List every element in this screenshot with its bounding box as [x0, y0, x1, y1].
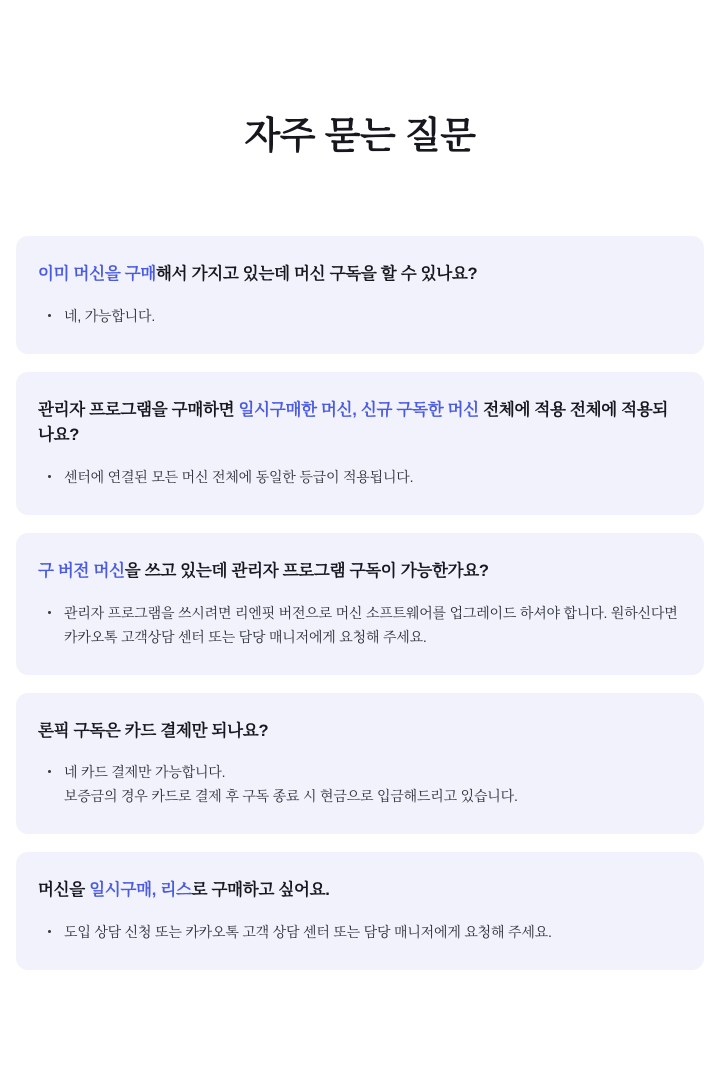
faq-answer-line: 네, 가능합니다. — [64, 307, 156, 324]
faq-list — [16, 236, 704, 1090]
faq-question-text: 해서 가지고 있는데 머신 구독을 할 수 있나요? — [156, 265, 478, 284]
faq-answer-item — [46, 920, 680, 944]
faq-answer-line: 관리자 프로그램을 쓰시려면 리엔핏 버전으로 머신 소프트웨어를 업그레이드 하셔야 합니다. 원하신다면 카카오톡 고객상담 센터 또는 담당 매니저에게 요청해 주세요. — [64, 604, 678, 645]
faq-answer-list — [38, 585, 680, 649]
faq-answer-list — [38, 288, 680, 328]
faq-question-highlight: 일시구매한 머신, 신규 구독한 머신 — [238, 400, 479, 419]
faq-question-highlight: 구 버전 머신 — [38, 561, 125, 580]
faq-answer-item — [46, 465, 680, 489]
faq-question-text: 머신을 — [38, 881, 90, 900]
faq-answer-item — [46, 601, 680, 649]
faq-question — [38, 559, 680, 585]
faq-answer-line: 보증금의 경우 카드로 결제 후 구독 종료 시 현금으로 입금해드리고 있습니다. — [64, 788, 518, 805]
faq-question — [38, 878, 680, 904]
faq-question-highlight: 이미 머신을 구매 — [38, 265, 157, 284]
faq-question — [38, 719, 680, 745]
faq-answer-list — [38, 904, 680, 944]
faq-card[interactable] — [16, 693, 704, 835]
faq-answer-line: 센터에 연결된 모든 머신 전체에 동일한 등급이 적용됩니다. — [64, 468, 414, 485]
faq-answer-line: 네 카드 결제만 가능합니다. — [64, 764, 226, 781]
faq-answer-list — [38, 744, 680, 808]
faq-card[interactable] — [16, 852, 704, 970]
faq-question-text: 론픽 구독은 카드 결제만 되나요? — [38, 721, 269, 740]
faq-question-highlight: 일시구매, 리스 — [89, 881, 192, 900]
faq-answer-list — [38, 449, 680, 489]
faq-card[interactable] — [16, 533, 704, 675]
faq-question-text: 전체에 적용 전체에 적용되나요? — [38, 400, 669, 445]
faq-question — [38, 398, 680, 449]
faq-answer-item — [46, 304, 680, 328]
faq-answer-item — [46, 760, 680, 808]
faq-question-text: 관리자 프로그램을 구매하면 — [38, 400, 239, 419]
faq-question — [38, 262, 680, 288]
faq-answer-line: 도입 상담 신청 또는 카카오톡 고객 상담 센터 또는 담당 매니저에게 요청해 주세요. — [64, 923, 552, 940]
faq-card[interactable] — [16, 372, 704, 515]
faq-question-text: 로 구매하고 싶어요. — [191, 881, 330, 900]
page-title: 자주 묻는 질문 — [244, 115, 476, 156]
faq-card[interactable] — [16, 236, 704, 354]
faq-question-text: 을 쓰고 있는데 관리자 프로그램 구독이 가능한가요? — [124, 561, 489, 580]
